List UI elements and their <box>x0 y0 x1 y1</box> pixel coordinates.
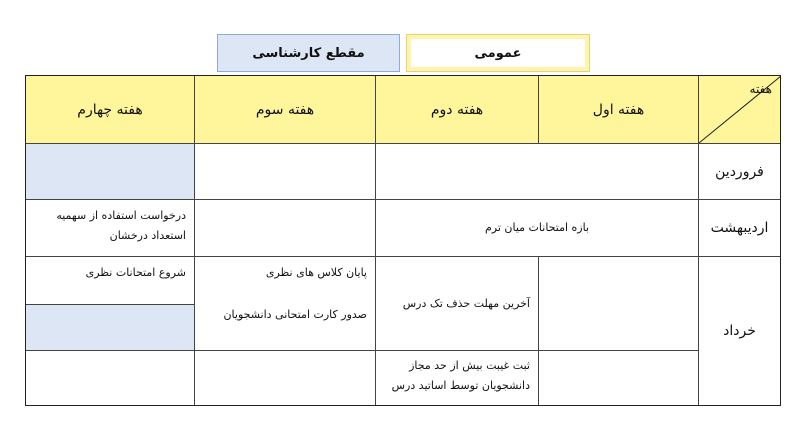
tab-general-label: عمومی <box>474 45 522 61</box>
month-farvardin: فروردین <box>698 143 780 199</box>
cell-extra-share-request: درخواست استفاده از سهمیه استعداد درخشان <box>26 199 194 256</box>
header-corner <box>698 76 780 143</box>
corner-label: هفته <box>749 82 772 96</box>
cell-farvardin-week-3 <box>194 143 375 199</box>
exam-card-text: صدور کارت امتحانی دانشجویان <box>223 308 367 321</box>
tab-general-inner <box>411 39 585 67</box>
month-khordad: خرداد <box>698 256 780 405</box>
header-week-3: هفته سوم <box>194 76 375 143</box>
cell-midterm-period: بازه امتحانات میان ترم <box>375 199 698 256</box>
tab-undergraduate-label: مقطع کارشناسی <box>252 45 365 61</box>
end-classes-text: پایان کلاس های نظری <box>265 266 367 279</box>
cell-absence-registration: ثبت غیبت بیش از حد مجاز دانشجویان توسط اساتید درس <box>375 350 538 405</box>
cell-khordad-week-4-lower <box>26 304 194 350</box>
cell-farvardin-week-4 <box>26 143 194 199</box>
calendar-table <box>25 75 781 406</box>
cell-khordad-week-4-bottom <box>26 350 194 405</box>
header-week-1: هفته اول <box>538 76 698 143</box>
month-ordibehesht: اردیبهشت <box>698 199 780 256</box>
cell-khordad-week-1-bottom <box>538 350 698 405</box>
cell-ordibehesht-week-3 <box>194 199 375 256</box>
header-week-4: هفته چهارم <box>26 76 194 143</box>
cell-exams-start: شروع امتحانات نظری <box>26 256 194 304</box>
tab-general[interactable] <box>406 34 590 72</box>
cell-khordad-week-1-upper <box>538 256 698 350</box>
cell-end-classes-and-exam-card <box>194 256 375 350</box>
cell-khordad-week-3-bottom <box>194 350 375 405</box>
cell-drop-deadline: آخرین مهلت حذف تک درس <box>375 256 538 350</box>
cell-farvardin-week-1-2 <box>375 143 698 199</box>
header-week-2: هفته دوم <box>375 76 538 143</box>
tab-undergraduate[interactable] <box>217 34 400 72</box>
